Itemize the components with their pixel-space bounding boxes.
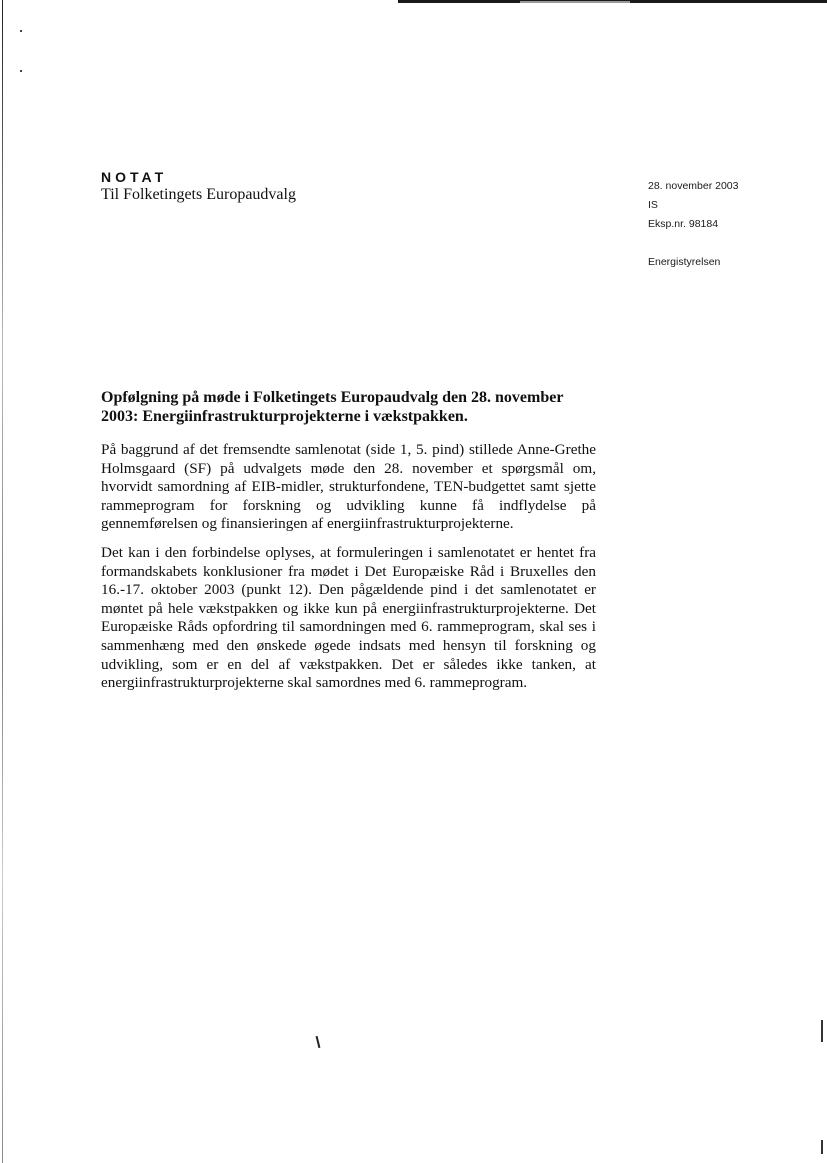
recipient-line: Til Folketingets Europaudvalg — [101, 186, 296, 203]
author-initials: IS — [648, 199, 658, 211]
subject-heading: Opfølgning på møde i Folketingets Europaudvalg den 28. november 2003: Energiinfrastrukturprojekterne i vækstpakken. — [101, 389, 564, 425]
scan-speck — [821, 1140, 823, 1154]
document-meta — [648, 177, 738, 272]
meta-spacer — [648, 234, 738, 253]
document-body — [101, 441, 596, 703]
scan-left-edge — [2, 0, 3, 1163]
document-type-title: NOTAT — [101, 169, 168, 185]
issuing-agency: Energistyrelsen — [648, 256, 721, 268]
scan-speck — [821, 1020, 823, 1042]
scan-edge-line-light — [520, 1, 630, 3]
scan-speck — [20, 30, 22, 32]
document-date: 28. november 2003 — [648, 180, 739, 192]
body-paragraph: Det kan i den forbindelse oplyses, at formuleringen i samlenotatet er hentet fra formandskabets konklusioner fra mødet i Det Europæiske Råd i Bruxelles den 16.-17. oktober 2003 (punkt 12). Den pågældende pind i det samlenotatet er møntet på hele vækstpakken og ikke kun på energiinfrastrukturprojekterne. Det Europæiske Råds opfordring til samordningen med 6. rammeprogram, skal ses i sammenhæng med den ønskede øgede indsats med hensyn til forskning og udvikling, som er en del af vækstpakken. Det er således ikke tanken, at energiinfrastrukturprojekterne skal samordnes med 6. rammeprogram. — [101, 543, 596, 692]
scan-speck — [20, 70, 22, 72]
body-paragraph: På baggrund af det fremsendte samlenotat (side 1, 5. pind) stillede Anne-Grethe Holmsgaard (SF) på udvalgets møde den 28. november et spørgsmål om, hvorvidt samordning af EIB-midler, strukturfondene, TEN-budgettet samt sjette rammeprogram for forskning og udvikling kunne få indflydelse på gennemførelsen og finansieringen af energiinfrastrukturprojekterne. — [101, 441, 596, 533]
scan-pen-stroke — [316, 1036, 321, 1048]
case-number: Eksp.nr. 98184 — [648, 218, 719, 230]
